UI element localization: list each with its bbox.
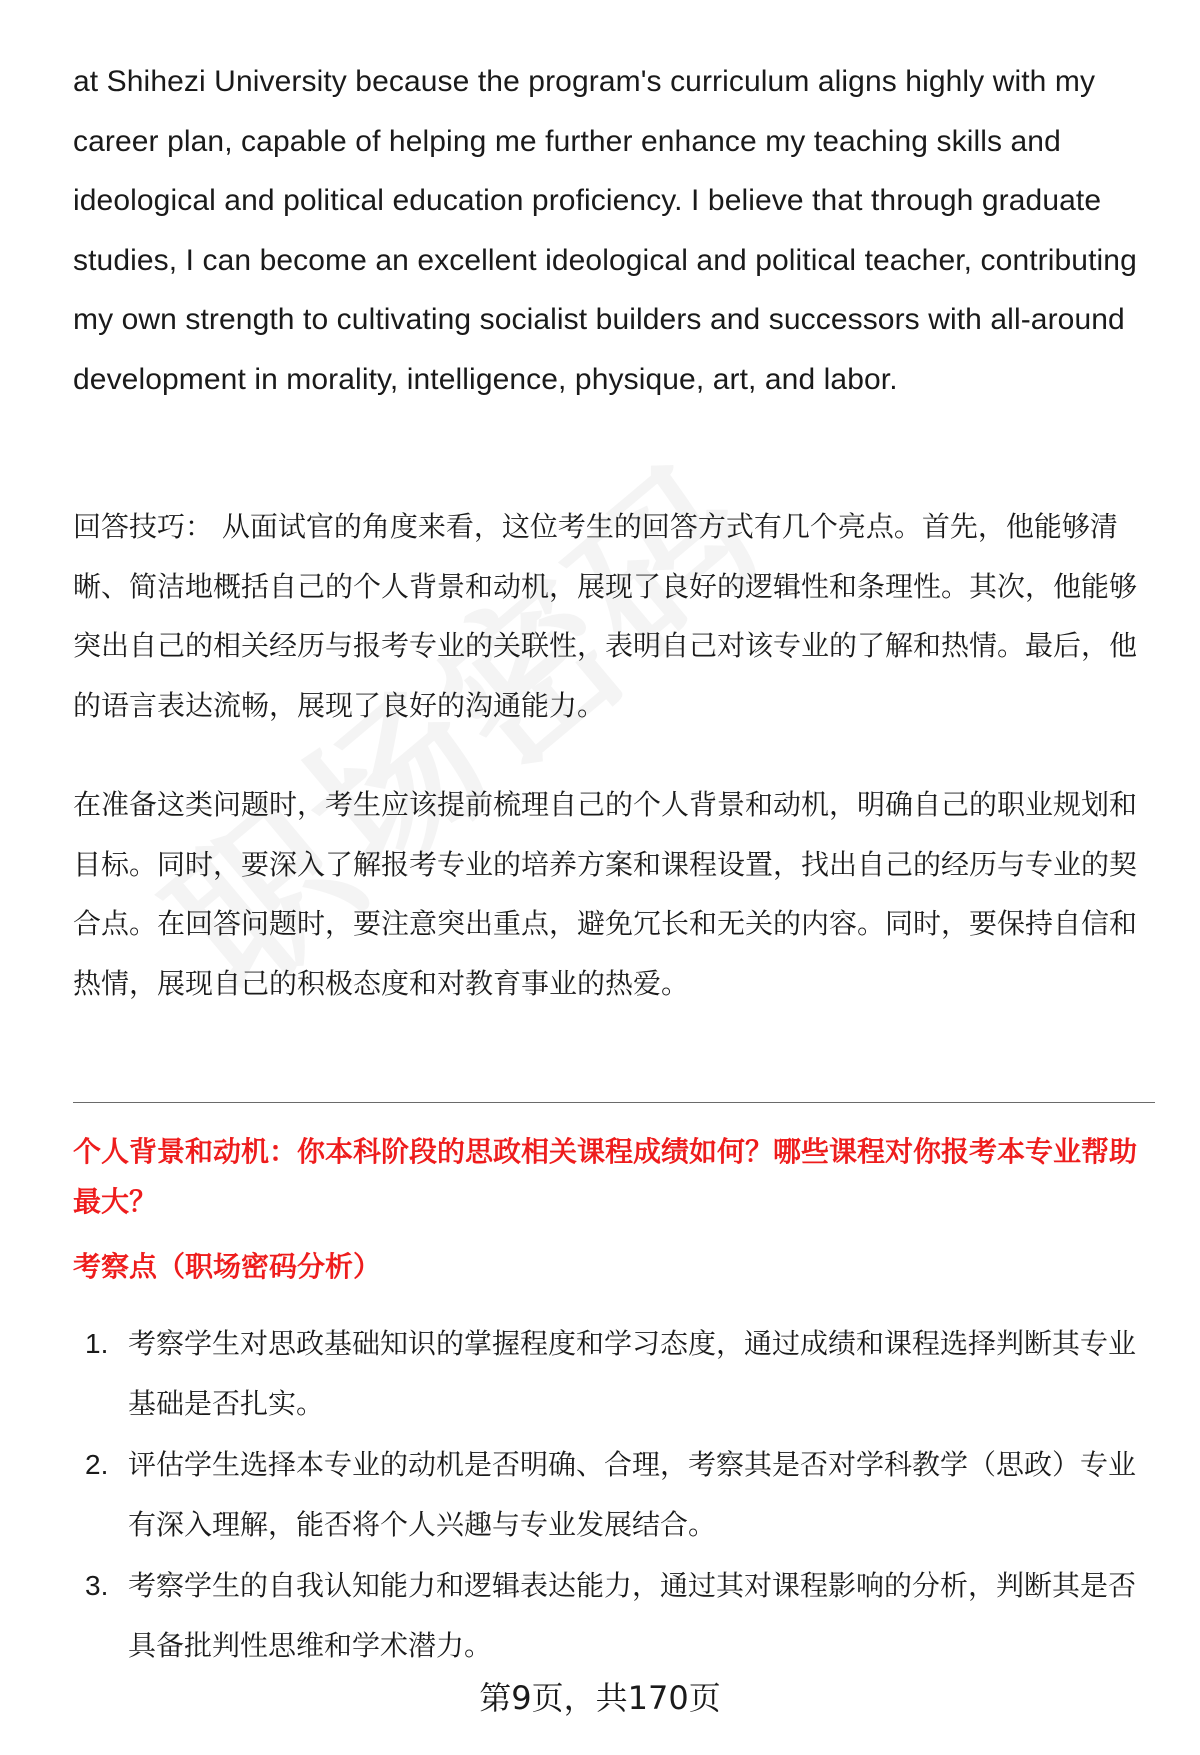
section-divider <box>73 1102 1155 1103</box>
list-item <box>73 1556 1158 1675</box>
list-item <box>73 1314 1158 1433</box>
list-item <box>73 1435 1158 1554</box>
list-item-number: 1. <box>85 1328 109 1359</box>
analysis-points-list <box>73 1314 1158 1677</box>
list-item-text: 评估学生选择本专业的动机是否明确、合理，考察其是否对学科教学（思政）专业有深入理解，能否将个人兴趣与专业发展结合。 <box>128 1448 1137 1541</box>
list-item-number: 2. <box>85 1449 109 1480</box>
intro-paragraph: at Shihezi University because the program's curriculum aligns highly with my career plan, capable of helping me further enhance my teaching skills and ideological and political education proficiency. I believe that through graduate studies, I can become an excellent ideological and political teacher, contributing my own strength to cultivating socialist builders and successors with all-around development in morality, intelligence, physique, art, and labor. <box>73 65 1137 396</box>
question-heading: 个人背景和动机：你本科阶段的思政相关课程成绩如何？哪些课程对你报考本专业帮助最大？ <box>73 1135 1138 1218</box>
preparation-paragraph: 在准备这类问题时，考生应该提前梳理自己的个人背景和动机，明确自己的职业规划和目标。同时，要深入了解报考专业的培养方案和课程设置，找出自己的经历与专业的契合点。在回答问题时，要注意突出重点，避免冗长和无关的内容。同时，要保持自信和热情，展现自己的积极态度和对教育事业的热爱。 <box>73 788 1138 1000</box>
page-number-footer: 第9页，共170页 <box>479 1679 721 1717</box>
tips-paragraph: 回答技巧： 从面试官的角度来看，这位考生的回答方式有几个亮点。首先，他能够清晰、简洁地概括自己的个人背景和动机，展现了良好的逻辑性和条理性。其次，他能够突出自己的相关经历与报考专业的关联性，表明自己对该专业的了解和热情。最后，他的语言表达流畅，展现了良好的沟通能力。 <box>73 510 1138 722</box>
list-item-text: 考察学生的自我认知能力和逻辑表达能力，通过其对课程影响的分析，判断其是否具备批判性思维和学术潜力。 <box>128 1569 1137 1662</box>
analysis-heading: 考察点（职场密码分析） <box>73 1250 382 1283</box>
list-item-number: 3. <box>85 1570 109 1601</box>
list-item-text: 考察学生对思政基础知识的掌握程度和学习态度，通过成绩和课程选择判断其专业基础是否扎实。 <box>128 1327 1137 1420</box>
